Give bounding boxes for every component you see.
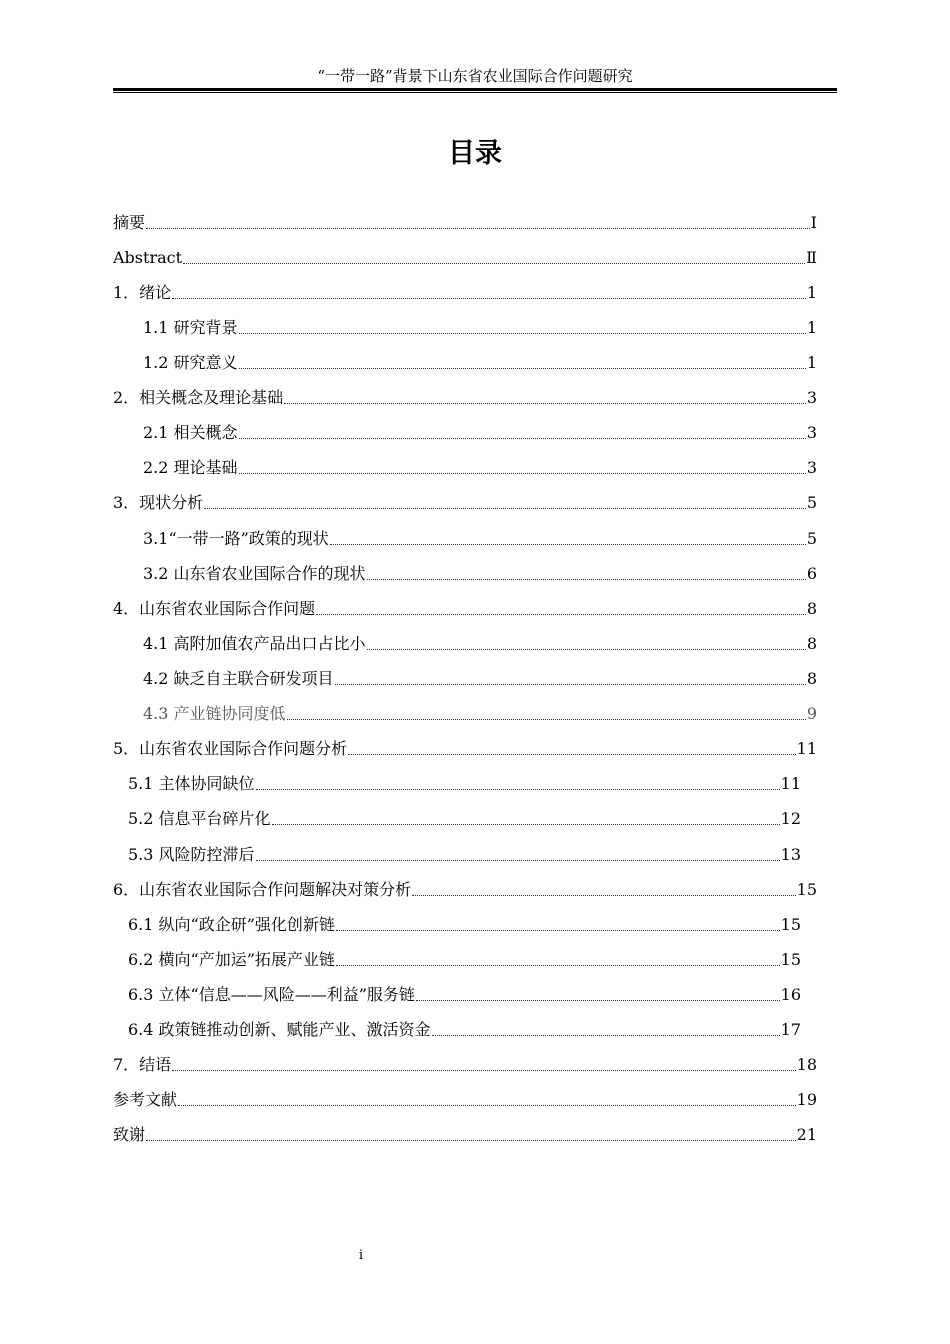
- running-header: “一带一路”背景下山东省农业国际合作问题研究: [317, 67, 633, 85]
- toc-entry-6[interactable]: 6．山东省农业国际合作问题解决对策分析 15: [113, 880, 817, 899]
- toc-entry-4[interactable]: 4．山东省农业国际合作问题 8: [113, 599, 817, 618]
- toc-entry-5-2[interactable]: 5.2 信息平台碎片化 12: [128, 809, 801, 828]
- toc-entry-6-2[interactable]: 6.2 横向“产加运”拓展产业链 15: [128, 950, 801, 969]
- toc-entry-1-1[interactable]: 1.1 研究背景 1: [143, 318, 817, 337]
- toc-entry-2-1[interactable]: 2.1 相关概念 3: [143, 423, 817, 442]
- toc-entry-abstract-cn[interactable]: 摘要 Ⅰ: [113, 213, 817, 232]
- toc-entry-3-2[interactable]: 3.2 山东省农业国际合作的现状 6: [143, 564, 817, 583]
- toc-entry-6-4[interactable]: 6.4 政策链推动创新、赋能产业、激活资金 17: [128, 1020, 801, 1039]
- toc-entry-1[interactable]: 1．绪论 1: [113, 283, 817, 302]
- toc-entry-abstract-en[interactable]: Abstract Ⅱ: [113, 248, 817, 267]
- toc-entry-2-2[interactable]: 2.2 理论基础 3: [143, 458, 817, 477]
- toc-entry-6-1[interactable]: 6.1 纵向“政企研”强化创新链 15: [128, 915, 801, 934]
- toc-entry-5[interactable]: 5．山东省农业国际合作问题分析 11: [113, 739, 817, 758]
- toc-entry-3-1[interactable]: 3.1“一带一路”政策的现状 5: [143, 529, 817, 548]
- toc-entry-4-2[interactable]: 4.2 缺乏自主联合研发项目 8: [143, 669, 817, 688]
- toc-entry-references[interactable]: 参考文献 19: [113, 1090, 817, 1109]
- toc-entry-4-3[interactable]: 4.3 产业链协同度低 9: [143, 704, 817, 723]
- toc-entry-1-2[interactable]: 1.2 研究意义 1: [143, 353, 817, 372]
- page-number: i: [358, 1248, 364, 1263]
- toc-entry-4-1[interactable]: 4.1 高附加值农产品出口占比小 8: [143, 634, 817, 653]
- toc-entry-7[interactable]: 7．结语 18: [113, 1055, 817, 1074]
- toc-entry-5-1[interactable]: 5.1 主体协同缺位 11: [128, 774, 801, 793]
- toc-entry-5-3[interactable]: 5.3 风险防控滞后 13: [128, 845, 801, 864]
- toc-entry-2[interactable]: 2．相关概念及理论基础 3: [113, 388, 817, 407]
- toc-entry-6-3[interactable]: 6.3 立体“信息——风险——利益”服务链 16: [128, 985, 801, 1004]
- toc-entry-3[interactable]: 3．现状分析 5: [113, 493, 817, 512]
- toc-title: 目录: [448, 138, 502, 169]
- toc-entry-acknowledgements[interactable]: 致谢 21: [113, 1125, 817, 1144]
